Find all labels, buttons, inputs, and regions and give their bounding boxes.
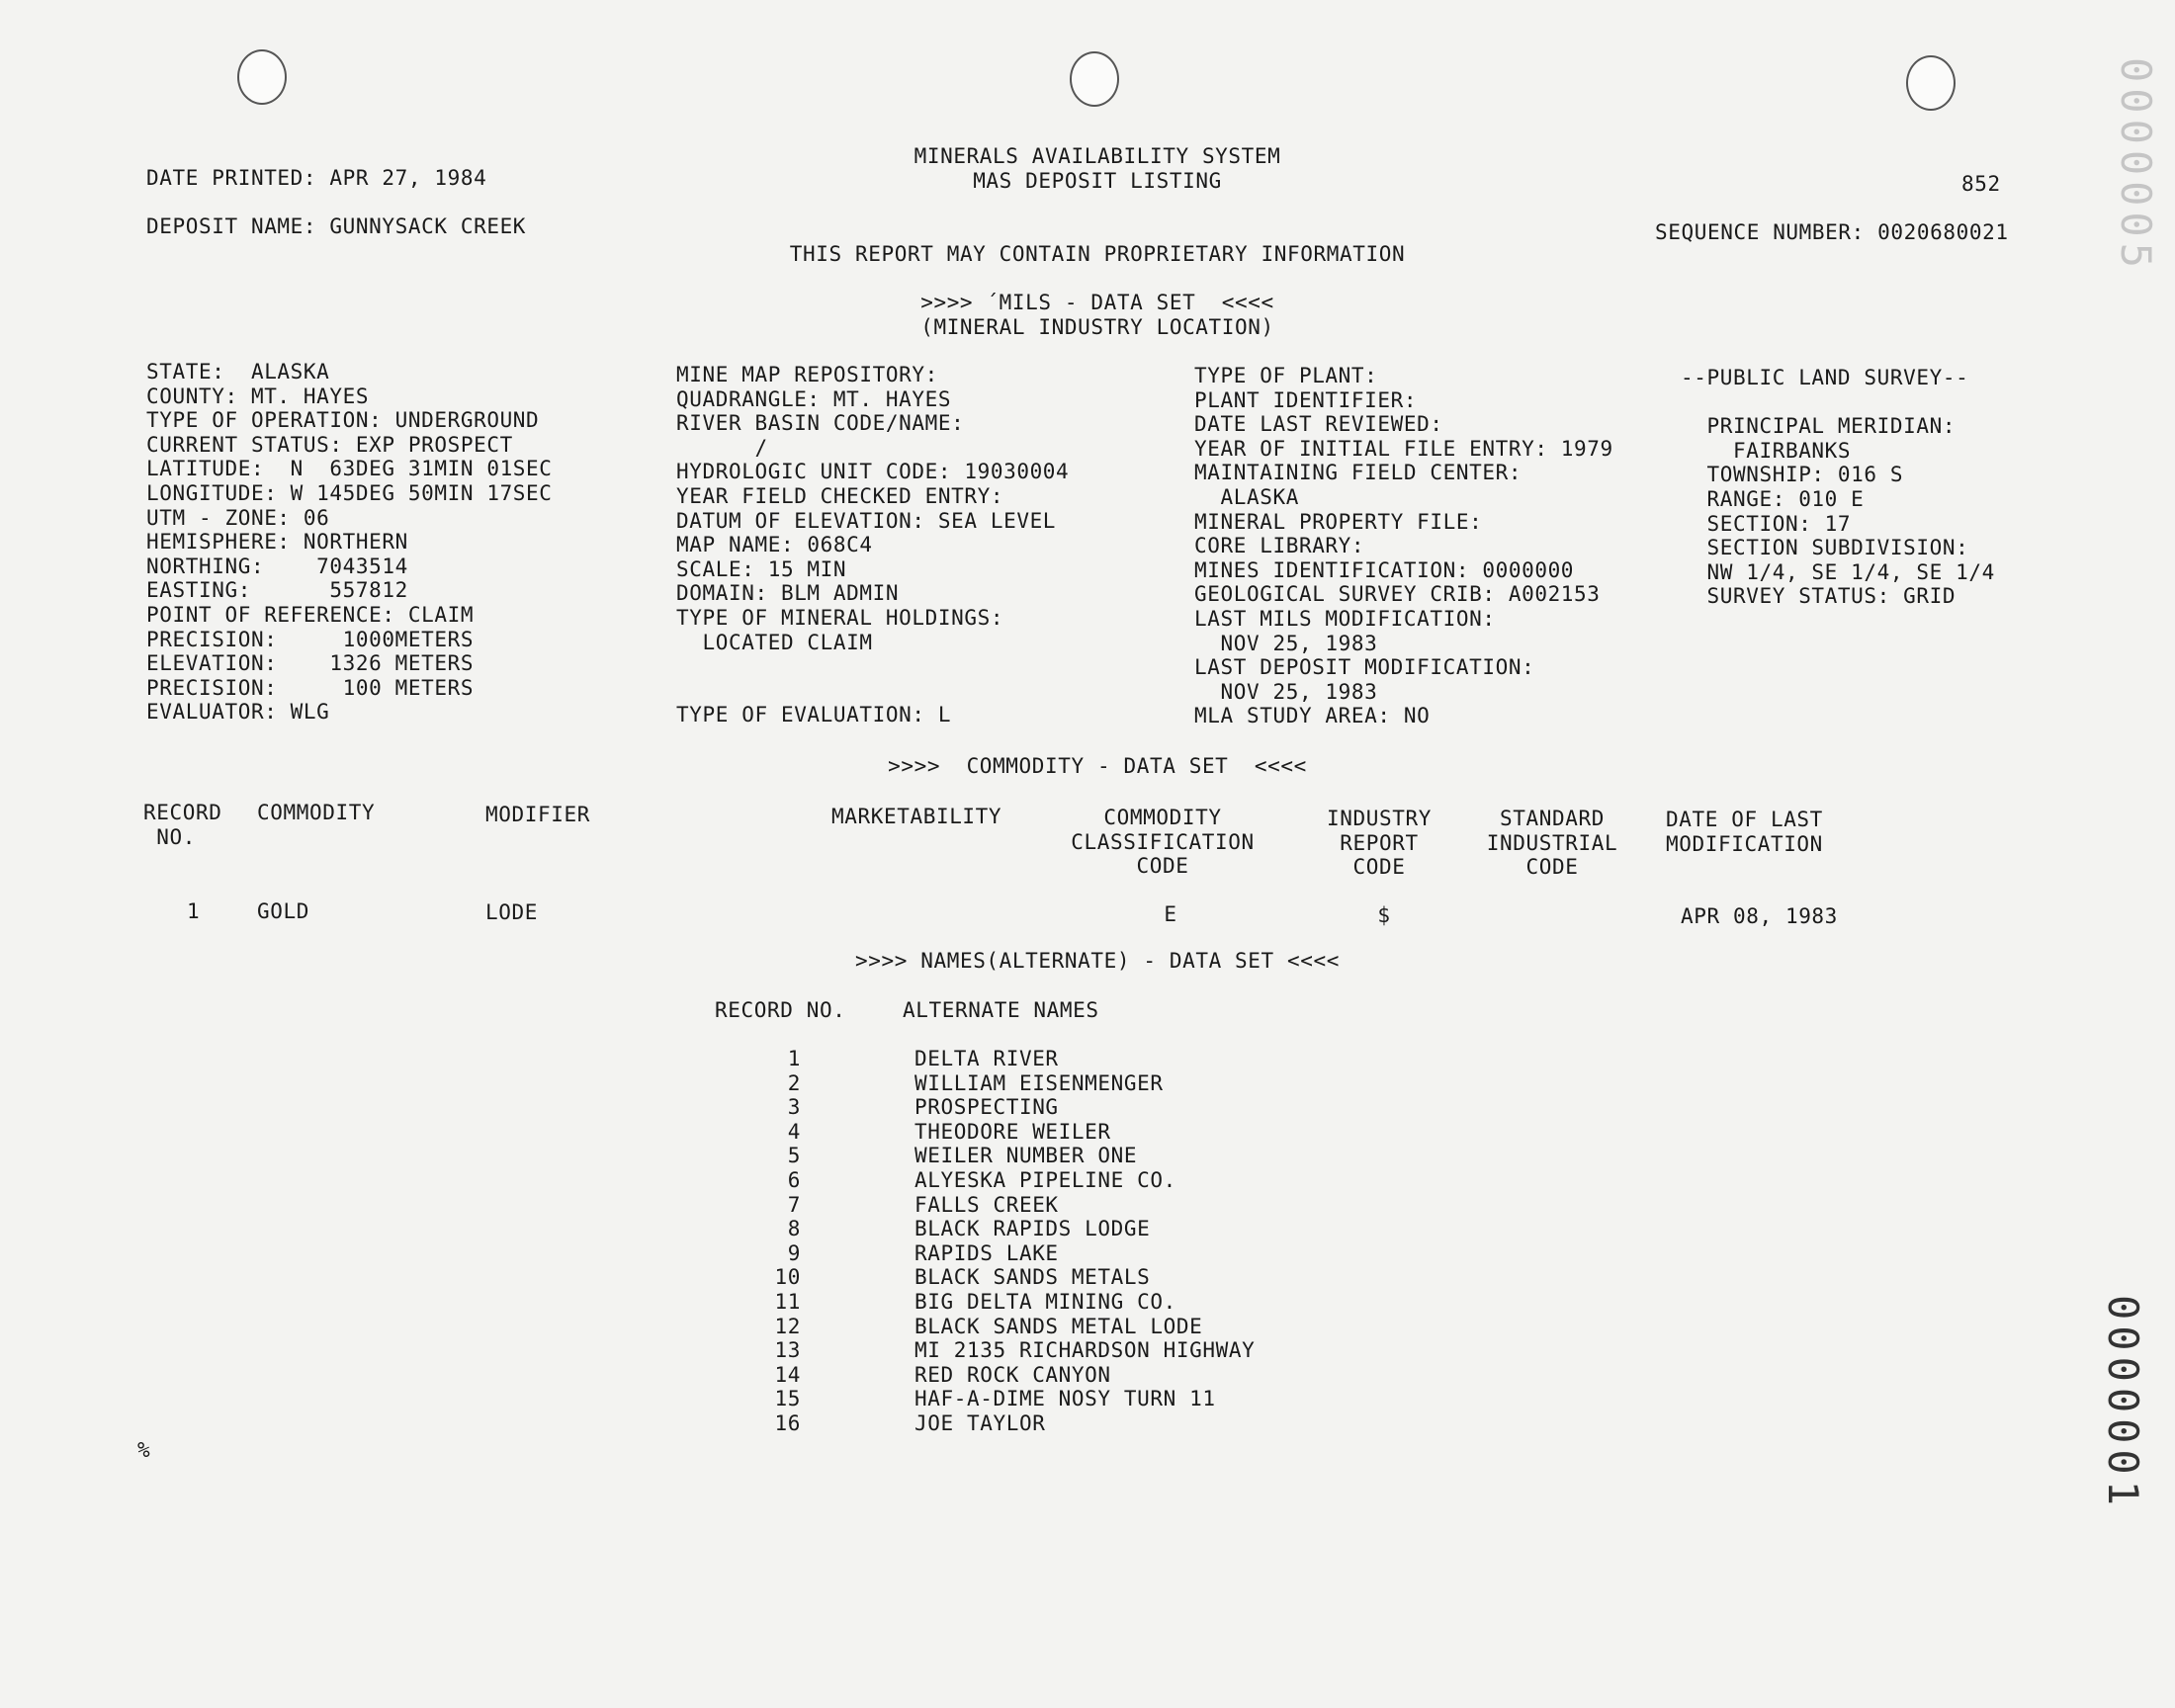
location-field-line: UTM - ZONE: 06 [146, 505, 330, 530]
header-standard-industrial-code: STANDARD INDUSTRIAL CODE [1486, 807, 1618, 880]
alternate-name-record-no-line: 15 [774, 1387, 801, 1411]
alternate-name-line: BLACK SANDS METAL LODE [914, 1314, 1203, 1338]
alternate-name-record-no-line: 9 [787, 1240, 801, 1265]
location-field-line: COUNTY: MT. HAYES [146, 384, 370, 408]
plant-field-line: CORE LIBRARY: [1194, 534, 1365, 558]
location-field-line: EVALUATOR: WLG [146, 700, 330, 725]
land-survey-field-line: RANGE: 010 E [1681, 486, 1865, 511]
header-alternate-names: ALTERNATE NAMES [903, 998, 1099, 1022]
header-modifier: MODIFIER [485, 803, 590, 826]
map-field-line [676, 679, 1069, 704]
header-industry-report-code: INDUSTRY REPORT CODE [1327, 807, 1432, 880]
mils-location-column [146, 360, 553, 725]
plant-field-line: LAST MILS MODIFICATION: [1194, 606, 1496, 631]
alternate-name-record-no-line: 7 [787, 1192, 801, 1217]
plant-field-line: NOV 25, 1983 [1194, 631, 1378, 655]
location-field-line: ELEVATION: 1326 METERS [146, 651, 475, 676]
map-field-line: TYPE OF MINERAL HOLDINGS: [676, 605, 1004, 630]
alternate-name-record-no-line: 12 [774, 1314, 801, 1338]
plant-field-line: TYPE OF PLANT: [1194, 364, 1378, 387]
location-field-line: LATITUDE: N 63DEG 31MIN 01SEC [146, 457, 553, 481]
proprietary-notice: THIS REPORT MAY CONTAIN PROPRIETARY INFORMATION [789, 242, 1406, 266]
alternate-name-record-no-line: 16 [774, 1410, 801, 1435]
plant-field-line: DATE LAST REVIEWED: [1194, 412, 1443, 437]
commodity-row-record: 1 [187, 899, 201, 923]
deposit-name: DEPOSIT NAME: GUNNYSACK CREEK [146, 214, 527, 238]
land-survey-field-line [1681, 390, 1995, 415]
land-survey-field-line: NW 1/4, SE 1/4, SE 1/4 [1681, 559, 1995, 584]
land-survey-field-line: PRINCIPAL MERIDIAN: [1681, 414, 1957, 439]
date-printed: DATE PRINTED: APR 27, 1984 [146, 166, 487, 190]
land-survey-field-line: TOWNSHIP: 016 S [1681, 463, 1904, 487]
commodity-row-date: APR 08, 1983 [1681, 904, 1838, 928]
alternate-name-line: BIG DELTA MINING CO. [914, 1289, 1176, 1314]
binder-hole-center [1070, 51, 1119, 107]
plant-field-line: LAST DEPOSIT MODIFICATION: [1194, 655, 1535, 680]
location-field-line: PRECISION: 1000METERS [146, 627, 475, 651]
alternate-name-line: BLACK RAPIDS LODGE [914, 1217, 1151, 1241]
alternate-name-line: PROSPECTING [914, 1095, 1059, 1120]
plant-field-line: NOV 25, 1983 [1194, 679, 1378, 704]
plant-field-line: PLANT IDENTIFIER: [1194, 387, 1418, 412]
location-field-line: STATE: ALASKA [146, 360, 330, 384]
location-field-line: CURRENT STATUS: EXP PROSPECT [146, 432, 513, 457]
map-field-line: DATUM OF ELEVATION: SEA LEVEL [676, 508, 1057, 533]
map-field-line: YEAR FIELD CHECKED ENTRY: [676, 483, 1004, 508]
alternate-name-record-no-line: 10 [774, 1265, 801, 1290]
alternate-name-line: DELTA RIVER [914, 1047, 1059, 1070]
header-commodity: COMMODITY [257, 801, 376, 824]
location-field-line: NORTHING: 7043514 [146, 554, 408, 578]
location-field-line: PRECISION: 100 METERS [146, 675, 475, 700]
map-field-line: TYPE OF EVALUATION: L [676, 703, 952, 727]
land-survey-field-line: SURVEY STATUS: GRID [1681, 584, 1957, 609]
public-land-survey-column [1681, 366, 1995, 609]
commodity-row-industry: $ [1377, 903, 1391, 927]
map-field-line: MAP NAME: 068C4 [676, 533, 873, 557]
footer-percent-mark: % [137, 1438, 151, 1462]
alternate-name-record-no-line: 4 [787, 1119, 801, 1144]
alternate-name-line: ALYESKA PIPELINE CO. [914, 1167, 1176, 1192]
commodity-row-commodity: GOLD [257, 899, 309, 923]
mils-subtitle: (MINERAL INDUSTRY LOCATION) [920, 315, 1274, 339]
header-alt-record-no: RECORD NO. [715, 998, 846, 1022]
alternate-name-record-no-line: 5 [787, 1144, 801, 1168]
system-title: MINERALS AVAILABILITY SYSTEM [914, 144, 1281, 168]
location-field-line: TYPE OF OPERATION: UNDERGROUND [146, 408, 540, 433]
alternate-name-record-no-line: 13 [774, 1338, 801, 1363]
map-field-line: HYDROLOGIC UNIT CODE: 19030004 [676, 460, 1070, 484]
plant-field-line: MLA STUDY AREA: NO [1194, 704, 1431, 728]
mils-plant-column [1194, 364, 1613, 728]
alternate-name-line: WEILER NUMBER ONE [914, 1144, 1138, 1168]
alternate-names-record-numbers [751, 1047, 801, 1436]
alternate-name-record-no-line: 2 [787, 1070, 801, 1095]
map-field-line: DOMAIN: BLM ADMIN [676, 581, 900, 606]
header-marketability: MARKETABILITY [831, 805, 1002, 828]
mils-map-column [676, 363, 1069, 727]
alternate-name-line: RAPIDS LAKE [914, 1240, 1059, 1265]
map-field-line: / [676, 435, 768, 460]
alternate-names-list [914, 1047, 1255, 1436]
vertical-page-stamp: 0000001 [2099, 1295, 2147, 1512]
land-survey-field-line: --PUBLIC LAND SURVEY-- [1681, 366, 1969, 389]
header-classification-code: COMMODITY CLASSIFICATION CODE [1071, 806, 1255, 879]
location-field-line: HEMISPHERE: NORTHERN [146, 530, 408, 555]
land-survey-field-line: SECTION SUBDIVISION: [1681, 536, 1969, 560]
alternate-name-record-no-line: 11 [774, 1289, 801, 1314]
mils-title: >>>> ´MILS - DATA SET <<<< [920, 291, 1274, 314]
plant-field-line: ALASKA [1194, 484, 1299, 509]
map-field-line [676, 654, 1069, 679]
alternate-name-line: JOE TAYLOR [914, 1410, 1046, 1435]
alternate-name-line: THEODORE WEILER [914, 1119, 1111, 1144]
alternate-name-record-no-line: 1 [787, 1047, 801, 1070]
location-field-line: POINT OF REFERENCE: CLAIM [146, 602, 475, 627]
map-field-line: QUADRANGLE: MT. HAYES [676, 386, 952, 411]
alternate-name-line: BLACK SANDS METALS [914, 1265, 1151, 1290]
header-record-no: RECORD NO. [143, 801, 222, 849]
commodity-row-modifier: LODE [485, 900, 538, 924]
commodity-row-classification: E [1164, 902, 1177, 926]
plant-field-line: MAINTAINING FIELD CENTER: [1194, 461, 1522, 485]
map-field-line: RIVER BASIN CODE/NAME: [676, 411, 965, 436]
commodity-title: >>>> COMMODITY - DATA SET <<<< [888, 754, 1307, 778]
plant-field-line: YEAR OF INITIAL FILE ENTRY: 1979 [1194, 436, 1613, 461]
location-field-line: LONGITUDE: W 145DEG 50MIN 17SEC [146, 480, 553, 505]
sequence-number: SEQUENCE NUMBER: 0020680021 [1655, 220, 2009, 244]
page-number: 852 [1961, 172, 2001, 196]
land-survey-field-line: FAIRBANKS [1681, 438, 1852, 463]
header-date-of-last-modification: DATE OF LAST MODIFICATION [1666, 808, 1823, 856]
alternate-name-record-no-line: 6 [787, 1167, 801, 1192]
alternate-name-line: MI 2135 RICHARDSON HIGHWAY [914, 1338, 1256, 1363]
alternate-name-record-no-line: 8 [787, 1217, 801, 1241]
plant-field-line: MINERAL PROPERTY FILE: [1194, 509, 1483, 534]
plant-field-line: GEOLOGICAL SURVEY CRIB: A002153 [1194, 582, 1601, 607]
map-field-line: MINE MAP REPOSITORY: [676, 363, 938, 386]
map-field-line: SCALE: 15 MIN [676, 556, 847, 581]
alternate-name-record-no-line: 3 [787, 1095, 801, 1120]
faint-vertical-stamp: 0000005 [2112, 57, 2160, 275]
binder-hole-right [1906, 55, 1956, 111]
alternate-names-title: >>>> NAMES(ALTERNATE) - DATA SET <<<< [855, 949, 1340, 973]
alternate-name-line: FALLS CREEK [914, 1192, 1059, 1217]
binder-hole-left [237, 49, 287, 105]
alternate-name-line: HAF-A-DIME NOSY TURN 11 [914, 1387, 1216, 1411]
plant-field-line: MINES IDENTIFICATION: 0000000 [1194, 557, 1575, 582]
alternate-name-line: RED ROCK CANYON [914, 1362, 1111, 1387]
map-field-line: LOCATED CLAIM [676, 630, 873, 654]
alternate-name-line: WILLIAM EISENMENGER [914, 1070, 1164, 1095]
listing-title: MAS DEPOSIT LISTING [973, 169, 1222, 193]
location-field-line: EASTING: 557812 [146, 578, 408, 603]
land-survey-field-line: SECTION: 17 [1681, 511, 1852, 536]
alternate-name-record-no-line: 14 [774, 1362, 801, 1387]
